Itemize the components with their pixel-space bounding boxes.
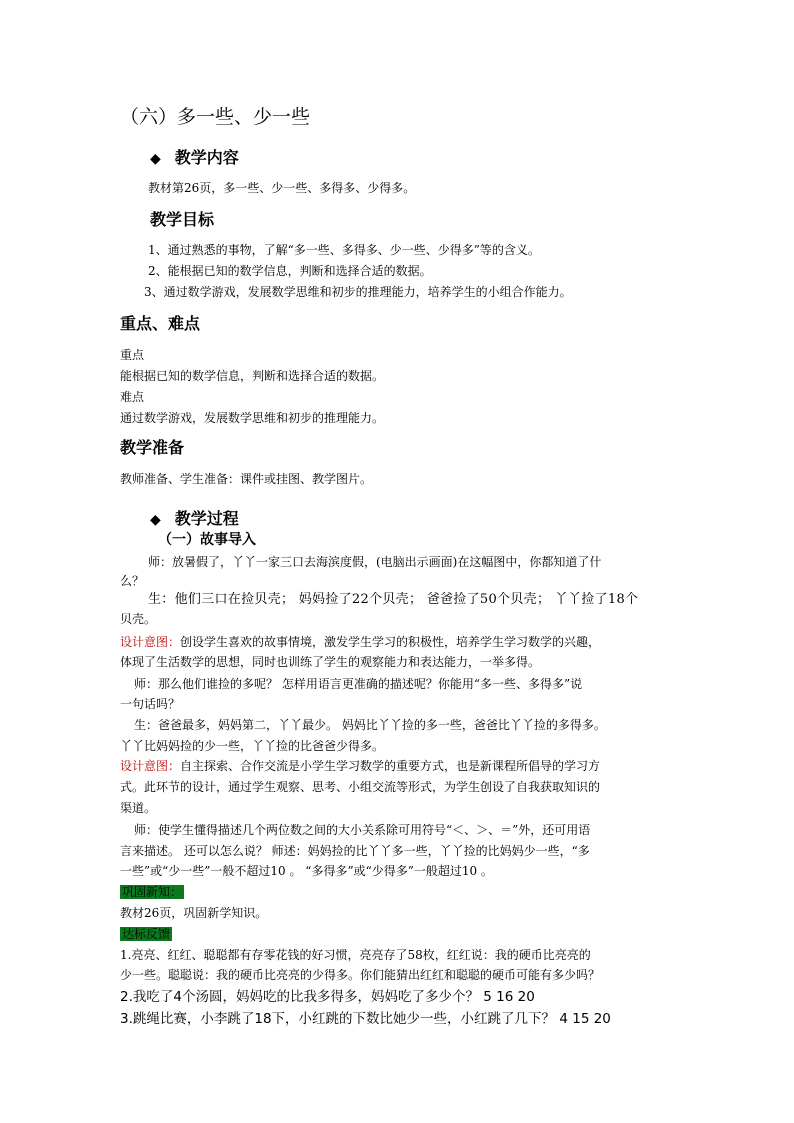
paragraph-teacher-1: 师：放暑假了，丫丫一家三口去海滨度假，(电脑出示画面)在这幅图中，你都知道了什 bbox=[148, 555, 602, 569]
paragraph-student-1: 生：他们三口在捡贝壳； 妈妈捡了22个贝壳； 爸爸捡了50个贝壳； 丫丫捡了18个 bbox=[148, 592, 639, 607]
design-intent-label: 设计意图： bbox=[120, 635, 181, 649]
content-heading: ◆ 教学内容 bbox=[150, 148, 239, 167]
design-intent-2-cont2: 渠道。 bbox=[120, 801, 157, 815]
design-intent-2: 设计意图：自主探索、合作交流是小学生学习数学的重要方式，也是新课程所倡导的学习方 bbox=[120, 759, 601, 773]
diamond-bullet-icon: ◆ bbox=[150, 512, 161, 528]
design-intent-2-cont: 式。此环节的设计，通过学生观察、思考、小组交流等形式，为学生创设了自我获取知识的 bbox=[120, 780, 601, 794]
document-title: （六）多一些、少一些 bbox=[120, 106, 311, 128]
key-label: 重点 bbox=[120, 348, 145, 362]
paragraph-teacher-3-cont2: 一些”或“少一些”一般不超过10 。 “多得多”或“少得多”一般超过10 。 bbox=[120, 864, 493, 878]
consolidate-label: 巩固新知： bbox=[122, 885, 183, 899]
question-3: 3.跳绳比赛，小李跳了18下，小红跳的下数比她少一些，小红跳了几下？ 4 15 20 bbox=[120, 1011, 611, 1027]
paragraph-student-2-cont: 丫丫比妈妈捡的少一些，丫丫捡的比爸爸少得多。 bbox=[120, 739, 385, 753]
preparation-heading: 教学准备 bbox=[120, 438, 185, 457]
difficulty-text: 通过数学游戏，发展数学思维和初步的推理能力。 bbox=[120, 411, 385, 425]
key-points-heading: 重点、难点 bbox=[120, 314, 201, 333]
difficulty-label: 难点 bbox=[120, 390, 145, 404]
consolidate-text: 教材26页，巩固新学知识。 bbox=[120, 906, 268, 920]
process-heading: ◆ 教学过程 bbox=[150, 509, 239, 528]
goal-item-2: 2、能根据已知的数学信息，判断和选择合适的数据。 bbox=[148, 264, 432, 278]
content-text: 教材第26页，多一些、少一些、多得多、少得多。 bbox=[148, 181, 416, 195]
paragraph-teacher-2: 师：那么他们谁捡的多呢？ 怎样用语言更准确的描述呢？你能用“多一些、多得多”说 bbox=[134, 677, 583, 691]
design-intent-1: 设计意图：创设学生喜欢的故事情境，激发学生学习的积极性，培养学生学习数学的兴趣， bbox=[120, 635, 601, 649]
question-2: 2.我吃了4个汤圆，妈妈吃的比我多得多，妈妈吃了多少个？ 5 16 20 bbox=[120, 989, 535, 1005]
key-text: 能根据已知的数学信息，判断和选择合适的数据。 bbox=[120, 369, 385, 383]
paragraph-student-1-cont: 贝壳。 bbox=[120, 612, 157, 626]
design-intent-1-cont: 体现了生活数学的思想，同时也训练了学生的观察能力和表达能力，一举多得。 bbox=[120, 655, 541, 669]
feedback-label: 达标反馈 bbox=[122, 927, 171, 941]
goal-item-3: 3、通过数学游戏，发展数学思维和初步的推理能力，培养学生的小组合作能力。 bbox=[144, 285, 572, 299]
design-intent-label: 设计意图： bbox=[120, 759, 181, 773]
story-intro-heading: （一）故事导入 bbox=[158, 532, 256, 548]
paragraph-teacher-1-cont: 么？ bbox=[120, 574, 145, 588]
paragraph-teacher-3-cont: 言来描述。 还可以怎么说？ 师述：妈妈捡的比丫丫多一些，丫丫捡的比妈妈少一些，“多 bbox=[120, 844, 590, 858]
paragraph-teacher-3: 师：使学生懂得描述几个两位数之间的大小关系除可用符号“＜、＞、＝”外，还可用语 bbox=[134, 823, 591, 837]
diamond-bullet-icon: ◆ bbox=[150, 151, 161, 167]
goals-heading: 教学目标 bbox=[150, 210, 215, 229]
question-1-cont: 少一些。聪聪说：我的硬币比亮亮的少得多。你们能猜出红红和聪聪的硬币可能有多少吗？ bbox=[120, 968, 601, 982]
preparation-text: 教师准备、学生准备：课件或挂图、教学图片。 bbox=[120, 472, 373, 486]
paragraph-student-2: 生：爸爸最多，妈妈第二，丫丫最少。 妈妈比丫丫捡的多一些，爸爸比丫丫捡的多得多。 bbox=[134, 718, 606, 732]
paragraph-teacher-2-cont: 一句话吗？ bbox=[120, 697, 181, 711]
question-1: 1.亮亮、红红、聪聪都有存零花钱的好习惯，亮亮存了58枚，红红说：我的硬币比亮亮的 bbox=[120, 948, 591, 962]
goal-item-1: 1、通过熟悉的事物，了解“多一些、多得多、少一些、少得多”等的含义。 bbox=[148, 243, 540, 257]
